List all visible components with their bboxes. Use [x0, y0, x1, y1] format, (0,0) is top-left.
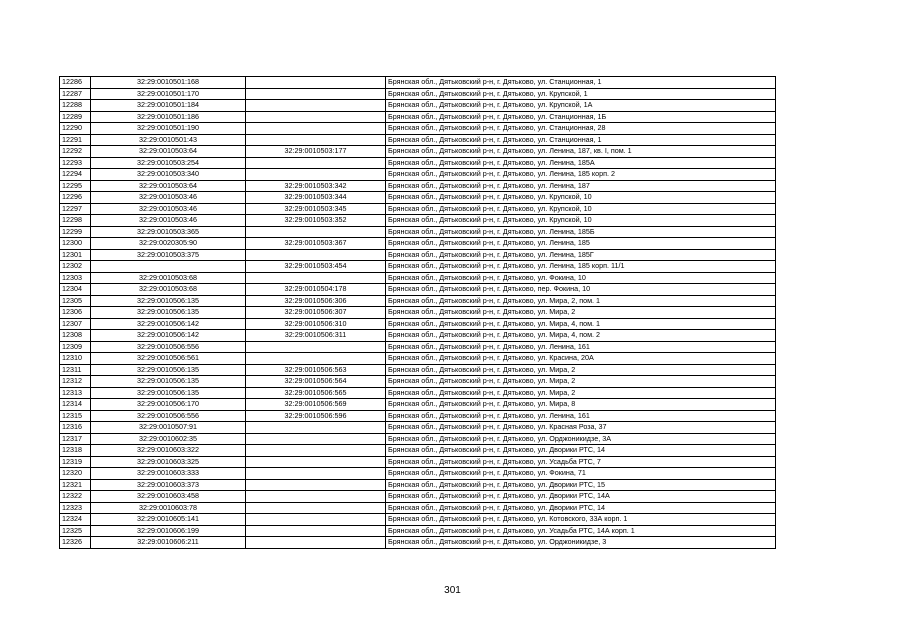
- table-row: [60, 295, 776, 307]
- address-cell: Брянская обл., Дятьковский р-н, г. Дятьково, ул. Красина, 20А: [386, 353, 776, 365]
- address-cell: Брянская обл., Дятьковский р-н, г. Дятьково, ул. Станционная, 1: [386, 77, 776, 89]
- table-row: [60, 272, 776, 284]
- address-cell: Брянская обл., Дятьковский р-н, г. Дятьково, ул. Крупской, 10: [386, 215, 776, 227]
- address-cell: Брянская обл., Дятьковский р-н, г. Дятьково, ул. Станционная, 28: [386, 123, 776, 135]
- row-number-cell: 12318: [60, 445, 91, 457]
- cadastral-number-cell: [91, 261, 246, 273]
- linked-cadastral-number-cell: [246, 134, 386, 146]
- address-cell: Брянская обл., Дятьковский р-н, г. Дятьково, ул. Крупской, 10: [386, 192, 776, 204]
- linked-cadastral-number-cell: 32:29:0010504:178: [246, 284, 386, 296]
- address-cell: Брянская обл., Дятьковский р-н, г. Дятьково, ул. Ленина, 187: [386, 180, 776, 192]
- row-number-cell: 12316: [60, 422, 91, 434]
- linked-cadastral-number-cell: [246, 88, 386, 100]
- address-cell: Брянская обл., Дятьковский р-н, г. Дятьково, ул. Орджоникидзе, 3: [386, 537, 776, 549]
- table-row: [60, 169, 776, 181]
- table-row: [60, 284, 776, 296]
- cadastral-number-cell: 32:29:0010506:135: [91, 387, 246, 399]
- table-row: [60, 226, 776, 238]
- row-number-cell: 12304: [60, 284, 91, 296]
- property-table: [59, 76, 776, 549]
- table-row: [60, 146, 776, 158]
- address-cell: Брянская обл., Дятьковский р-н, г. Дятьково, ул. Ленина, 185А: [386, 157, 776, 169]
- table-row: [60, 203, 776, 215]
- row-number-cell: 12321: [60, 479, 91, 491]
- row-number-cell: 12286: [60, 77, 91, 89]
- address-cell: Брянская обл., Дятьковский р-н, г. Дятьково, ул. Мира, 2: [386, 364, 776, 376]
- address-cell: Брянская обл., Дятьковский р-н, г. Дятьково, пер. Фокина, 10: [386, 284, 776, 296]
- linked-cadastral-number-cell: 32:29:0010506:310: [246, 318, 386, 330]
- linked-cadastral-number-cell: 32:29:0010503:352: [246, 215, 386, 227]
- cadastral-number-cell: 32:29:0010506:556: [91, 410, 246, 422]
- table-row: [60, 157, 776, 169]
- linked-cadastral-number-cell: 32:29:0010503:342: [246, 180, 386, 192]
- row-number-cell: 12309: [60, 341, 91, 353]
- linked-cadastral-number-cell: [246, 100, 386, 112]
- row-number-cell: 12299: [60, 226, 91, 238]
- table-row: [60, 387, 776, 399]
- linked-cadastral-number-cell: [246, 422, 386, 434]
- linked-cadastral-number-cell: [246, 525, 386, 537]
- address-cell: Брянская обл., Дятьковский р-н, г. Дятьково, ул. Орджоникидзе, 3А: [386, 433, 776, 445]
- cadastral-number-cell: 32:29:0010503:64: [91, 180, 246, 192]
- address-cell: Брянская обл., Дятьковский р-н, г. Дятьково, ул. Красная Роза, 37: [386, 422, 776, 434]
- table-row: [60, 77, 776, 89]
- linked-cadastral-number-cell: 32:29:0010503:344: [246, 192, 386, 204]
- table-row: [60, 330, 776, 342]
- address-cell: Брянская обл., Дятьковский р-н, г. Дятьково, ул. Мира, 2, пом. 1: [386, 295, 776, 307]
- cadastral-number-cell: 32:29:0010503:68: [91, 272, 246, 284]
- cadastral-number-cell: 32:29:0010501:184: [91, 100, 246, 112]
- linked-cadastral-number-cell: 32:29:0010506:311: [246, 330, 386, 342]
- row-number-cell: 12308: [60, 330, 91, 342]
- table-row: [60, 514, 776, 526]
- address-cell: Брянская обл., Дятьковский р-н, г. Дятьково, ул. Ленина, 161: [386, 410, 776, 422]
- table-row: [60, 192, 776, 204]
- row-number-cell: 12287: [60, 88, 91, 100]
- table-row: [60, 422, 776, 434]
- table-row: [60, 249, 776, 261]
- linked-cadastral-number-cell: [246, 169, 386, 181]
- table-row: [60, 376, 776, 388]
- table-row: [60, 123, 776, 135]
- table-row: [60, 134, 776, 146]
- table-row: [60, 399, 776, 411]
- linked-cadastral-number-cell: 32:29:0010506:596: [246, 410, 386, 422]
- cadastral-number-cell: 32:29:0010503:46: [91, 203, 246, 215]
- address-cell: Брянская обл., Дятьковский р-н, г. Дятьково, ул. Крупской, 1: [386, 88, 776, 100]
- table-row: [60, 100, 776, 112]
- row-number-cell: 12303: [60, 272, 91, 284]
- address-cell: Брянская обл., Дятьковский р-н, г. Дятьково, ул. Станционная, 1Б: [386, 111, 776, 123]
- cadastral-number-cell: 32:29:0010501:43: [91, 134, 246, 146]
- address-cell: Брянская обл., Дятьковский р-н, г. Дятьково, ул. Крупской, 10: [386, 203, 776, 215]
- cadastral-number-cell: 32:29:0010506:170: [91, 399, 246, 411]
- linked-cadastral-number-cell: [246, 468, 386, 480]
- address-cell: Брянская обл., Дятьковский р-н, г. Дятьково, ул. Мира, 8: [386, 399, 776, 411]
- row-number-cell: 12292: [60, 146, 91, 158]
- row-number-cell: 12290: [60, 123, 91, 135]
- cadastral-number-cell: 32:29:0010602:35: [91, 433, 246, 445]
- table-row: [60, 410, 776, 422]
- linked-cadastral-number-cell: [246, 491, 386, 503]
- linked-cadastral-number-cell: 32:29:0010506:569: [246, 399, 386, 411]
- cadastral-number-cell: 32:29:0010506:142: [91, 330, 246, 342]
- linked-cadastral-number-cell: 32:29:0010503:367: [246, 238, 386, 250]
- row-number-cell: 12322: [60, 491, 91, 503]
- table-row: [60, 238, 776, 250]
- linked-cadastral-number-cell: [246, 157, 386, 169]
- table-row: [60, 445, 776, 457]
- row-number-cell: 12307: [60, 318, 91, 330]
- cadastral-number-cell: 32:29:0010503:365: [91, 226, 246, 238]
- row-number-cell: 12294: [60, 169, 91, 181]
- table-row: [60, 215, 776, 227]
- row-number-cell: 12289: [60, 111, 91, 123]
- address-cell: Брянская обл., Дятьковский р-н, г. Дятьково, ул. Ленина, 185Г: [386, 249, 776, 261]
- linked-cadastral-number-cell: [246, 502, 386, 514]
- table-row: [60, 307, 776, 319]
- linked-cadastral-number-cell: 32:29:0010503:345: [246, 203, 386, 215]
- row-number-cell: 12311: [60, 364, 91, 376]
- address-cell: Брянская обл., Дятьковский р-н, г. Дятьково, ул. Ленина, 161: [386, 341, 776, 353]
- cadastral-number-cell: 32:29:0010603:322: [91, 445, 246, 457]
- linked-cadastral-number-cell: [246, 479, 386, 491]
- linked-cadastral-number-cell: 32:29:0010506:306: [246, 295, 386, 307]
- linked-cadastral-number-cell: [246, 77, 386, 89]
- table-row: [60, 180, 776, 192]
- row-number-cell: 12315: [60, 410, 91, 422]
- row-number-cell: 12325: [60, 525, 91, 537]
- linked-cadastral-number-cell: 32:29:0010506:563: [246, 364, 386, 376]
- cadastral-number-cell: 32:29:0010506:135: [91, 295, 246, 307]
- linked-cadastral-number-cell: [246, 341, 386, 353]
- table-row: [60, 502, 776, 514]
- linked-cadastral-number-cell: [246, 514, 386, 526]
- cadastral-number-cell: 32:29:0010506:556: [91, 341, 246, 353]
- table-row: [60, 88, 776, 100]
- cadastral-number-cell: 32:29:0010603:325: [91, 456, 246, 468]
- address-cell: Брянская обл., Дятьковский р-н, г. Дятьково, ул. Крупской, 1А: [386, 100, 776, 112]
- row-number-cell: 12302: [60, 261, 91, 273]
- address-cell: Брянская обл., Дятьковский р-н, г. Дятьково, ул. Мира, 4, пом. 2: [386, 330, 776, 342]
- row-number-cell: 12301: [60, 249, 91, 261]
- address-cell: Брянская обл., Дятьковский р-н, г. Дятьково, ул. Ленина, 185: [386, 238, 776, 250]
- page-number: 301: [444, 585, 461, 596]
- linked-cadastral-number-cell: 32:29:0010503:177: [246, 146, 386, 158]
- address-cell: Брянская обл., Дятьковский р-н, г. Дятьково, ул. Котовского, 33А корп. 1: [386, 514, 776, 526]
- address-cell: Брянская обл., Дятьковский р-н, г. Дятьково, ул. Мира, 2: [386, 307, 776, 319]
- linked-cadastral-number-cell: [246, 249, 386, 261]
- address-cell: Брянская обл., Дятьковский р-н, г. Дятьково, ул. Ленина, 185 корп. 2: [386, 169, 776, 181]
- cadastral-number-cell: 32:29:0010506:142: [91, 318, 246, 330]
- cadastral-number-cell: 32:29:0010503:64: [91, 146, 246, 158]
- cadastral-number-cell: 32:29:0010506:135: [91, 376, 246, 388]
- linked-cadastral-number-cell: [246, 272, 386, 284]
- table-row: [60, 318, 776, 330]
- cadastral-number-cell: 32:29:0010603:78: [91, 502, 246, 514]
- linked-cadastral-number-cell: [246, 537, 386, 549]
- table-row: [60, 341, 776, 353]
- property-table-body: [60, 77, 776, 549]
- cadastral-number-cell: 32:29:0010506:135: [91, 364, 246, 376]
- linked-cadastral-number-cell: 32:29:0010506:565: [246, 387, 386, 399]
- cadastral-number-cell: 32:29:0010606:199: [91, 525, 246, 537]
- row-number-cell: 12312: [60, 376, 91, 388]
- linked-cadastral-number-cell: [246, 433, 386, 445]
- row-number-cell: 12297: [60, 203, 91, 215]
- cadastral-number-cell: 32:29:0010503:340: [91, 169, 246, 181]
- row-number-cell: 12295: [60, 180, 91, 192]
- cadastral-number-cell: 32:29:0010506:135: [91, 307, 246, 319]
- cadastral-number-cell: 32:29:0010503:68: [91, 284, 246, 296]
- row-number-cell: 12291: [60, 134, 91, 146]
- row-number-cell: 12298: [60, 215, 91, 227]
- address-cell: Брянская обл., Дятьковский р-н, г. Дятьково, ул. Усадьба РТС, 14А корп. 1: [386, 525, 776, 537]
- row-number-cell: 12326: [60, 537, 91, 549]
- table-row: [60, 111, 776, 123]
- address-cell: Брянская обл., Дятьковский р-н, г. Дятьково, ул. Станционная, 1: [386, 134, 776, 146]
- address-cell: Брянская обл., Дятьковский р-н, г. Дятьково, ул. Дворики РТС, 14А: [386, 491, 776, 503]
- cadastral-number-cell: 32:29:0010605:141: [91, 514, 246, 526]
- linked-cadastral-number-cell: 32:29:0010503:454: [246, 261, 386, 273]
- address-cell: Брянская обл., Дятьковский р-н, г. Дятьково, ул. Мира, 2: [386, 387, 776, 399]
- row-number-cell: 12319: [60, 456, 91, 468]
- cadastral-number-cell: 32:29:0010501:190: [91, 123, 246, 135]
- row-number-cell: 12313: [60, 387, 91, 399]
- table-row: [60, 537, 776, 549]
- address-cell: Брянская обл., Дятьковский р-н, г. Дятьково, ул. Дворики РТС, 15: [386, 479, 776, 491]
- linked-cadastral-number-cell: [246, 111, 386, 123]
- cadastral-number-cell: 32:29:0010603:458: [91, 491, 246, 503]
- cadastral-number-cell: 32:29:0010501:186: [91, 111, 246, 123]
- linked-cadastral-number-cell: [246, 123, 386, 135]
- row-number-cell: 12305: [60, 295, 91, 307]
- cadastral-number-cell: 32:29:0010501:170: [91, 88, 246, 100]
- cadastral-number-cell: 32:29:0010506:561: [91, 353, 246, 365]
- cadastral-number-cell: 32:29:0010503:375: [91, 249, 246, 261]
- table-row: [60, 525, 776, 537]
- table-row: [60, 353, 776, 365]
- table-row: [60, 479, 776, 491]
- cadastral-number-cell: 32:29:0010603:333: [91, 468, 246, 480]
- cadastral-number-cell: 32:29:0010606:211: [91, 537, 246, 549]
- table-row: [60, 433, 776, 445]
- cadastral-number-cell: 32:29:0010507:91: [91, 422, 246, 434]
- table-row: [60, 456, 776, 468]
- row-number-cell: 12310: [60, 353, 91, 365]
- row-number-cell: 12306: [60, 307, 91, 319]
- row-number-cell: 12300: [60, 238, 91, 250]
- linked-cadastral-number-cell: [246, 353, 386, 365]
- row-number-cell: 12317: [60, 433, 91, 445]
- row-number-cell: 12324: [60, 514, 91, 526]
- cadastral-number-cell: 32:29:0010603:373: [91, 479, 246, 491]
- linked-cadastral-number-cell: 32:29:0010506:564: [246, 376, 386, 388]
- address-cell: Брянская обл., Дятьковский р-н, г. Дятьково, ул. Ленина, 185 корп. 11/1: [386, 261, 776, 273]
- table-row: [60, 491, 776, 503]
- address-cell: Брянская обл., Дятьковский р-н, г. Дятьково, ул. Мира, 4, пом. 1: [386, 318, 776, 330]
- linked-cadastral-number-cell: [246, 445, 386, 457]
- table-row: [60, 364, 776, 376]
- address-cell: Брянская обл., Дятьковский р-н, г. Дятьково, ул. Фокина, 10: [386, 272, 776, 284]
- address-cell: Брянская обл., Дятьковский р-н, г. Дятьково, ул. Усадьба РТС, 7: [386, 456, 776, 468]
- address-cell: Брянская обл., Дятьковский р-н, г. Дятьково, ул. Мира, 2: [386, 376, 776, 388]
- address-cell: Брянская обл., Дятьковский р-н, г. Дятьково, ул. Ленина, 185Б: [386, 226, 776, 238]
- address-cell: Брянская обл., Дятьковский р-н, г. Дятьково, ул. Дворики РТС, 14: [386, 445, 776, 457]
- cadastral-number-cell: 32:29:0010501:168: [91, 77, 246, 89]
- address-cell: Брянская обл., Дятьковский р-н, г. Дятьково, ул. Ленина, 187, кв. I, пом. 1: [386, 146, 776, 158]
- row-number-cell: 12320: [60, 468, 91, 480]
- table-row: [60, 261, 776, 273]
- row-number-cell: 12314: [60, 399, 91, 411]
- address-cell: Брянская обл., Дятьковский р-н, г. Дятьково, ул. Фокина, 71: [386, 468, 776, 480]
- row-number-cell: 12288: [60, 100, 91, 112]
- row-number-cell: 12293: [60, 157, 91, 169]
- cadastral-number-cell: 32:29:0020305:90: [91, 238, 246, 250]
- linked-cadastral-number-cell: [246, 456, 386, 468]
- row-number-cell: 12323: [60, 502, 91, 514]
- row-number-cell: 12296: [60, 192, 91, 204]
- cadastral-number-cell: 32:29:0010503:46: [91, 192, 246, 204]
- address-cell: Брянская обл., Дятьковский р-н, г. Дятьково, ул. Дворики РТС, 14: [386, 502, 776, 514]
- linked-cadastral-number-cell: [246, 226, 386, 238]
- linked-cadastral-number-cell: 32:29:0010506:307: [246, 307, 386, 319]
- cadastral-number-cell: 32:29:0010503:254: [91, 157, 246, 169]
- table-row: [60, 468, 776, 480]
- cadastral-number-cell: 32:29:0010503:46: [91, 215, 246, 227]
